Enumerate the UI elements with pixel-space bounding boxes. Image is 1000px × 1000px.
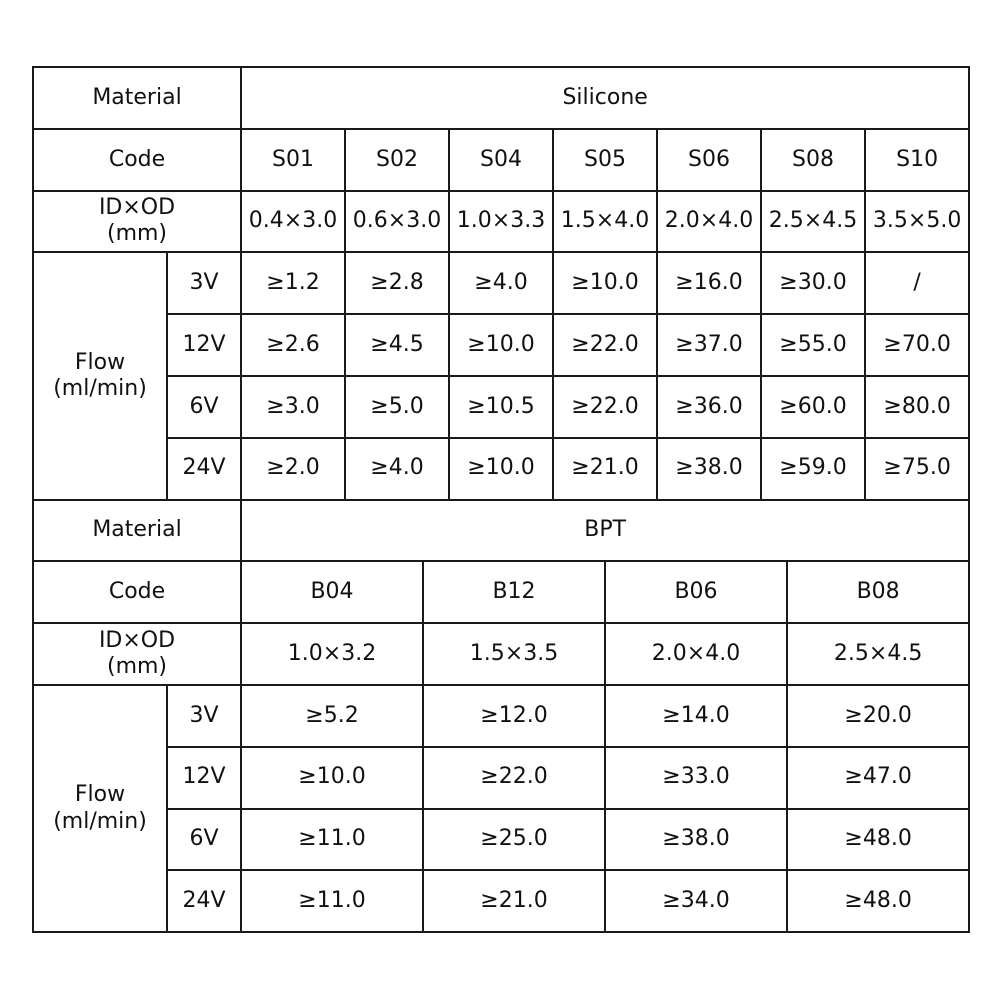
silicone-dimension-cell: 2.5×4.5 <box>761 191 865 253</box>
silicone-flow-value-cell: ≥10.0 <box>449 314 553 376</box>
silicone-dimension-cell: 2.0×4.0 <box>657 191 761 253</box>
silicone-flow-value-cell: ≥75.0 <box>865 438 969 500</box>
silicone-flow-row <box>33 438 969 500</box>
silicone-flow-value-cell: ≥4.5 <box>345 314 449 376</box>
bpt-code-cell: B04 <box>241 561 423 623</box>
silicone-voltage-cell: 6V <box>167 376 241 438</box>
silicone-flow-value-cell: ≥10.5 <box>449 376 553 438</box>
bpt-flow-value-cell: ≥25.0 <box>423 809 605 871</box>
silicone-flow-value-cell: ≥2.0 <box>241 438 345 500</box>
silicone-material-value: Silicone <box>241 67 969 129</box>
bpt-code-cell: B08 <box>787 561 969 623</box>
silicone-material-row <box>33 67 969 129</box>
bpt-dimension-cell: 2.0×4.0 <box>605 623 787 685</box>
silicone-flow-label-line1: Flow <box>74 349 126 375</box>
bpt-flow-value-cell: ≥11.0 <box>241 809 423 871</box>
silicone-code-cell: S06 <box>657 129 761 191</box>
silicone-code-row <box>33 129 969 191</box>
silicone-flow-value-cell: ≥60.0 <box>761 376 865 438</box>
silicone-flow-value-cell: ≥2.8 <box>345 252 449 314</box>
silicone-voltage-cell: 24V <box>167 438 241 500</box>
silicone-dimension-row <box>33 191 969 253</box>
bpt-voltage-cell: 3V <box>167 685 241 747</box>
bpt-dimension-label-line2: (mm) <box>106 654 168 680</box>
silicone-dimension-cell: 1.5×4.0 <box>553 191 657 253</box>
silicone-flow-value-cell: ≥10.0 <box>449 438 553 500</box>
silicone-flow-value-cell: ≥36.0 <box>657 376 761 438</box>
silicone-flow-value-cell: ≥55.0 <box>761 314 865 376</box>
silicone-flow-value-cell: ≥10.0 <box>553 252 657 314</box>
bpt-voltage-cell: 6V <box>167 809 241 871</box>
bpt-flow-value-cell: ≥20.0 <box>787 685 969 747</box>
silicone-flow-value-cell: / <box>865 252 969 314</box>
silicone-flow-label <box>33 252 167 499</box>
silicone-flow-value-cell: ≥21.0 <box>553 438 657 500</box>
silicone-flow-row <box>33 376 969 438</box>
bpt-material-row <box>33 500 969 562</box>
silicone-flow-value-cell: ≥70.0 <box>865 314 969 376</box>
silicone-dimension-cell: 1.0×3.3 <box>449 191 553 253</box>
bpt-flow-value-cell: ≥48.0 <box>787 870 969 932</box>
silicone-dimension-cell: 0.4×3.0 <box>241 191 345 253</box>
silicone-flow-value-cell: ≥59.0 <box>761 438 865 500</box>
bpt-dimension-row <box>33 623 969 685</box>
silicone-flow-value-cell: ≥2.6 <box>241 314 345 376</box>
silicone-voltage-cell: 3V <box>167 252 241 314</box>
silicone-flow-value-cell: ≥5.0 <box>345 376 449 438</box>
silicone-voltage-cell: 12V <box>167 314 241 376</box>
silicone-dimension-label <box>33 191 241 253</box>
silicone-dimension-cell: 3.5×5.0 <box>865 191 969 253</box>
silicone-code-cell: S10 <box>865 129 969 191</box>
silicone-material-label: Material <box>33 67 241 129</box>
silicone-code-cell: S08 <box>761 129 865 191</box>
bpt-flow-value-cell: ≥34.0 <box>605 870 787 932</box>
bpt-flow-row <box>33 685 969 747</box>
silicone-dimension-cell: 0.6×3.0 <box>345 191 449 253</box>
bpt-flow-row <box>33 870 969 932</box>
silicone-flow-value-cell: ≥30.0 <box>761 252 865 314</box>
bpt-code-cell: B06 <box>605 561 787 623</box>
bpt-code-cell: B12 <box>423 561 605 623</box>
silicone-flow-value-cell: ≥37.0 <box>657 314 761 376</box>
silicone-flow-value-cell: ≥80.0 <box>865 376 969 438</box>
bpt-flow-label-line1: Flow <box>74 782 126 808</box>
bpt-dimension-cell: 2.5×4.5 <box>787 623 969 685</box>
silicone-dimension-label-line1: ID×OD <box>98 195 176 221</box>
bpt-dimension-cell: 1.0×3.2 <box>241 623 423 685</box>
silicone-code-cell: S05 <box>553 129 657 191</box>
bpt-flow-label-line2: (ml/min) <box>53 808 147 834</box>
bpt-flow-row <box>33 809 969 871</box>
silicone-flow-value-cell: ≥1.2 <box>241 252 345 314</box>
bpt-dimension-label <box>33 623 241 685</box>
bpt-material-value: BPT <box>241 500 969 562</box>
bpt-material-label: Material <box>33 500 241 562</box>
silicone-dimension-label-line2: (mm) <box>106 221 168 247</box>
bpt-flow-value-cell: ≥33.0 <box>605 747 787 809</box>
bpt-dimension-cell: 1.5×3.5 <box>423 623 605 685</box>
silicone-flow-value-cell: ≥4.0 <box>345 438 449 500</box>
bpt-flow-value-cell: ≥12.0 <box>423 685 605 747</box>
silicone-flow-value-cell: ≥38.0 <box>657 438 761 500</box>
silicone-code-cell: S02 <box>345 129 449 191</box>
bpt-flow-value-cell: ≥38.0 <box>605 809 787 871</box>
tubing-spec-table <box>32 66 970 933</box>
bpt-flow-value-cell: ≥48.0 <box>787 809 969 871</box>
silicone-flow-value-cell: ≥22.0 <box>553 314 657 376</box>
bpt-flow-label <box>33 685 167 932</box>
bpt-code-label: Code <box>33 561 241 623</box>
silicone-code-label: Code <box>33 129 241 191</box>
silicone-flow-row <box>33 314 969 376</box>
bpt-code-row <box>33 561 969 623</box>
bpt-flow-value-cell: ≥5.2 <box>241 685 423 747</box>
silicone-code-cell: S01 <box>241 129 345 191</box>
bpt-voltage-cell: 24V <box>167 870 241 932</box>
silicone-code-cell: S04 <box>449 129 553 191</box>
silicone-flow-value-cell: ≥22.0 <box>553 376 657 438</box>
bpt-flow-row <box>33 747 969 809</box>
bpt-flow-value-cell: ≥10.0 <box>241 747 423 809</box>
silicone-flow-value-cell: ≥4.0 <box>449 252 553 314</box>
silicone-flow-value-cell: ≥3.0 <box>241 376 345 438</box>
silicone-flow-label-line2: (ml/min) <box>53 375 147 401</box>
bpt-voltage-cell: 12V <box>167 747 241 809</box>
silicone-flow-row <box>33 252 969 314</box>
bpt-flow-value-cell: ≥22.0 <box>423 747 605 809</box>
bpt-flow-value-cell: ≥11.0 <box>241 870 423 932</box>
silicone-flow-value-cell: ≥16.0 <box>657 252 761 314</box>
bpt-flow-value-cell: ≥47.0 <box>787 747 969 809</box>
bpt-flow-value-cell: ≥21.0 <box>423 870 605 932</box>
bpt-dimension-label-line1: ID×OD <box>98 627 176 653</box>
bpt-flow-value-cell: ≥14.0 <box>605 685 787 747</box>
